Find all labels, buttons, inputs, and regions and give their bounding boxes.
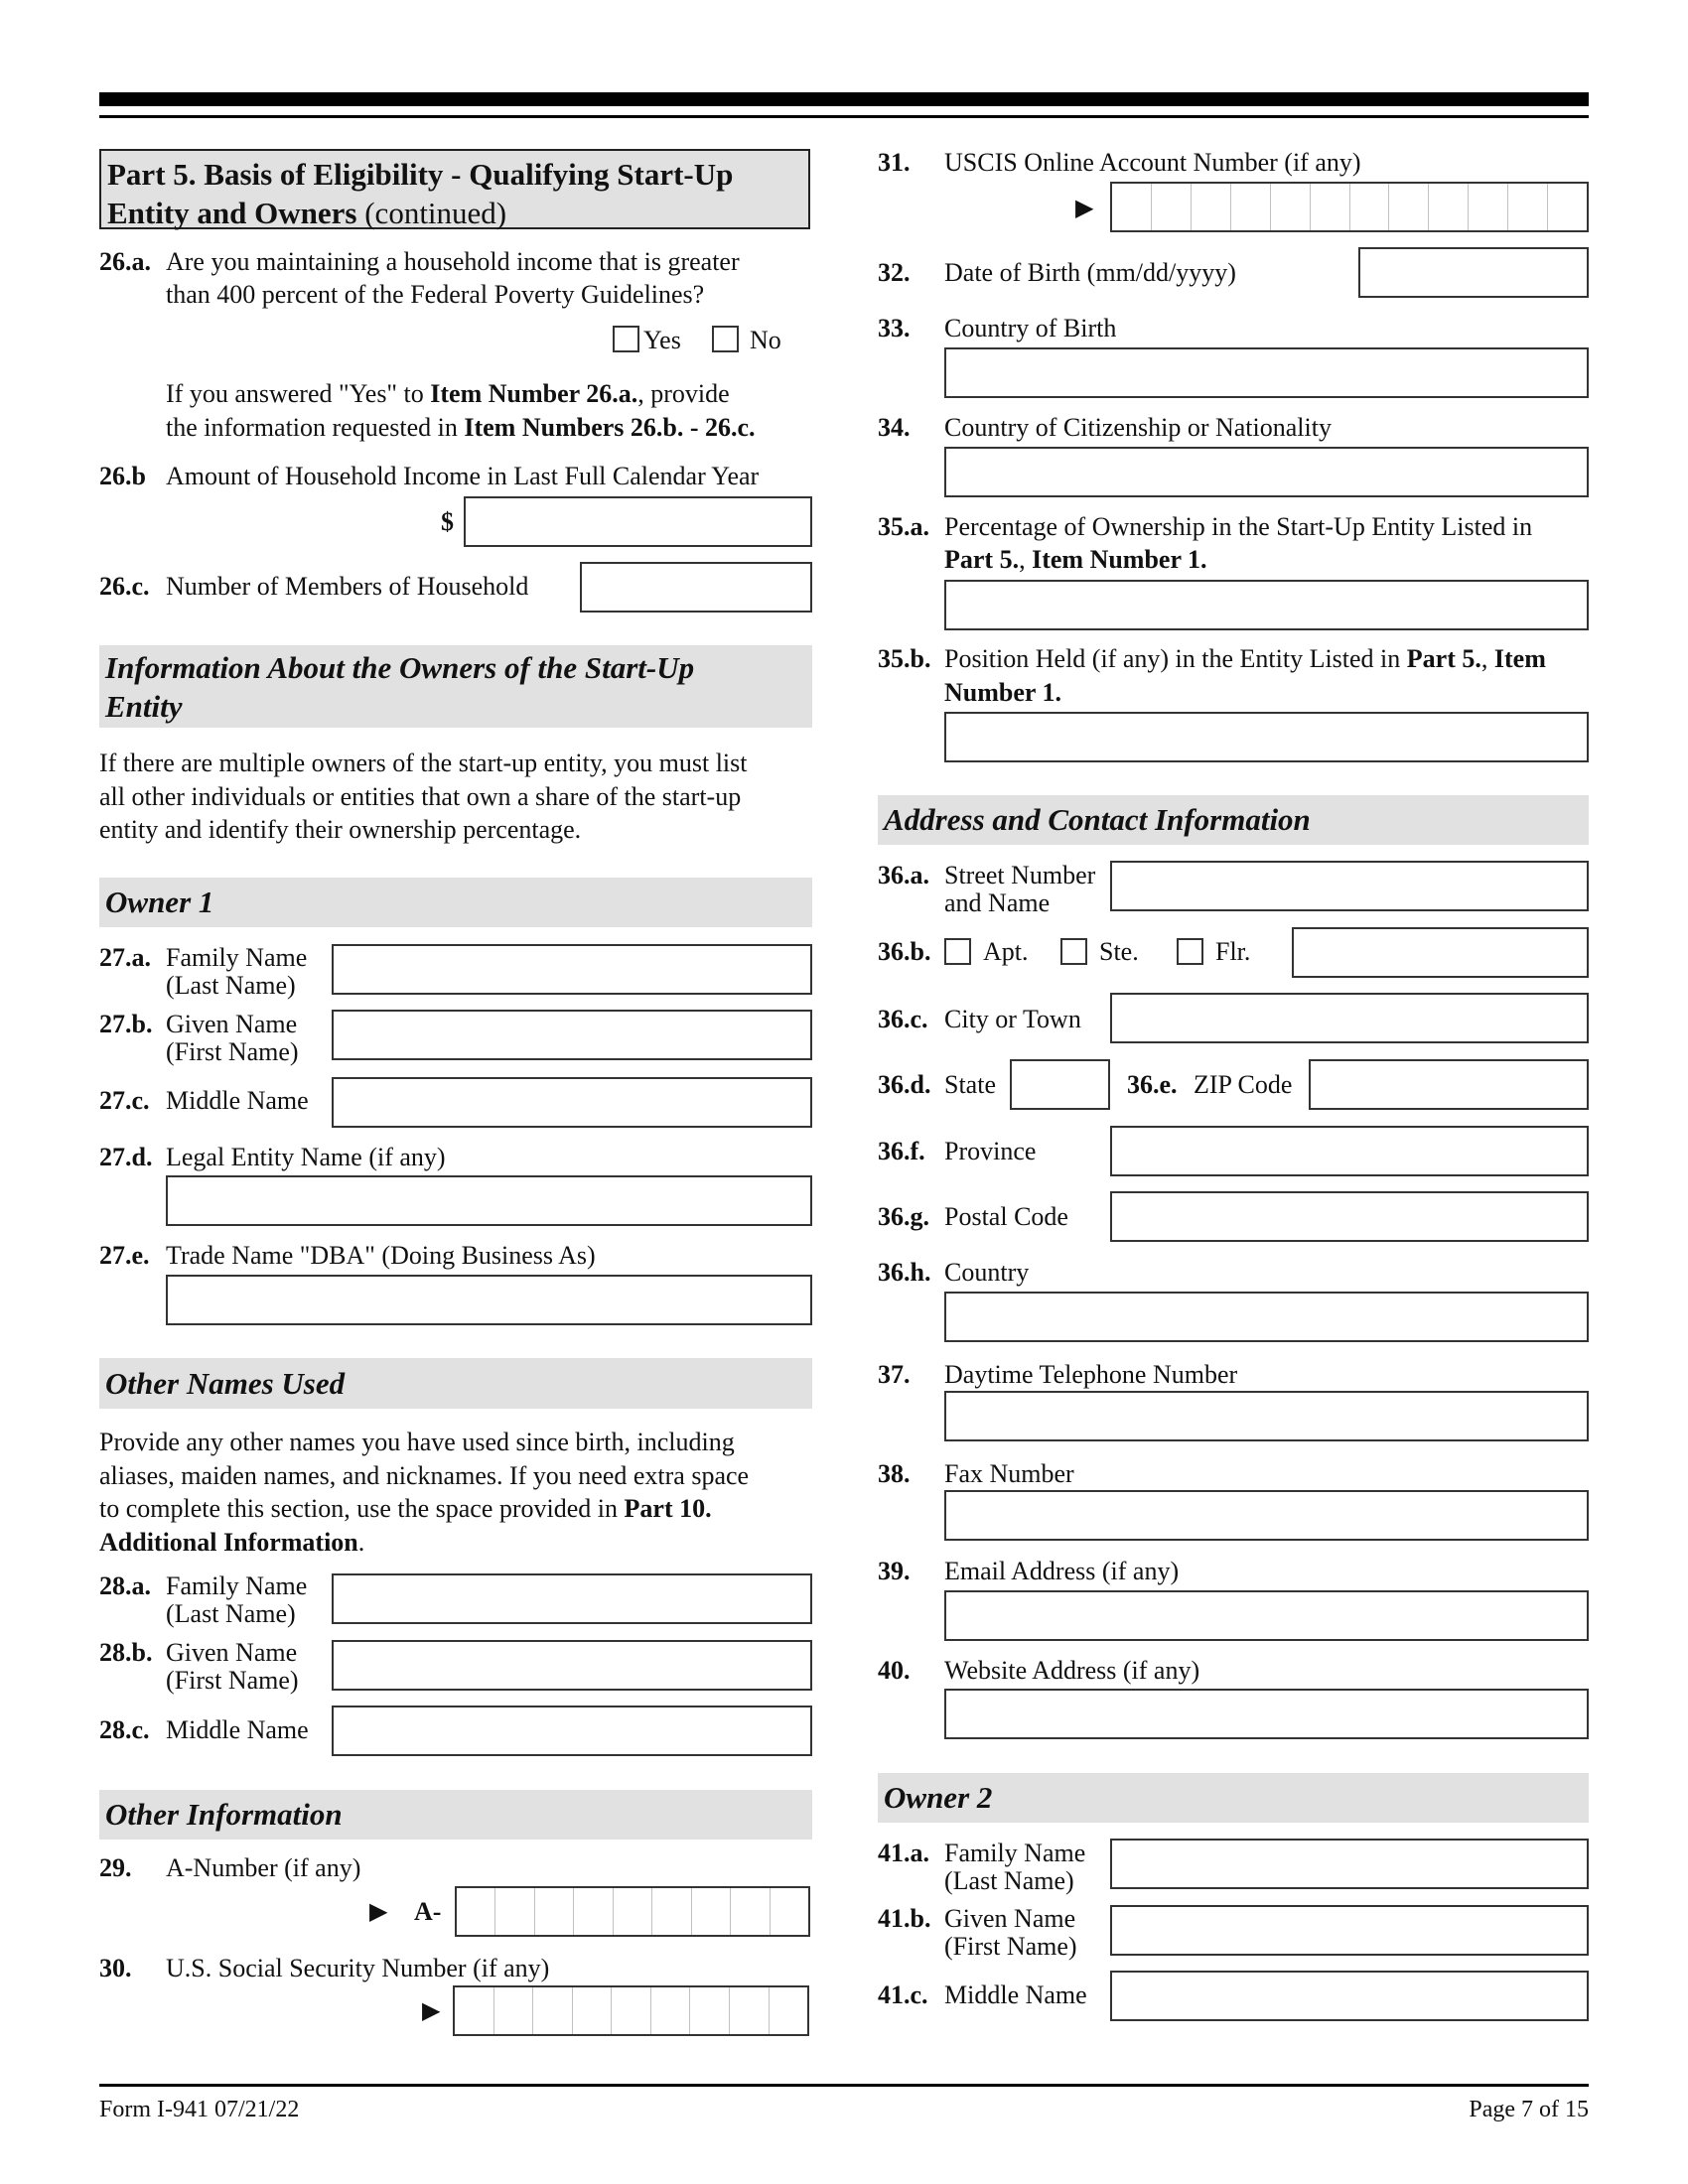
item-38-label: Fax Number: [944, 1459, 1074, 1488]
item-41b-sublabel: (First Name): [944, 1932, 1077, 1961]
item-26a-question-line1: Are you maintaining a household income that is greater: [166, 247, 740, 276]
item-40-label: Website Address (if any): [944, 1656, 1200, 1685]
item-36a-sublabel: and Name: [944, 888, 1051, 917]
item-36a-number: 36.a.: [878, 861, 929, 889]
postal-code-input[interactable]: [1110, 1191, 1589, 1242]
item-30-number: 30.: [99, 1954, 132, 1982]
other-names-section-header: Other Names Used: [99, 1358, 812, 1409]
item-40-number: 40.: [878, 1656, 911, 1685]
country-input[interactable]: [944, 1292, 1589, 1342]
header-thin-rule: [99, 115, 1589, 118]
item-36h-number: 36.h.: [878, 1258, 931, 1287]
item-36d-label: State: [944, 1070, 996, 1099]
item-35a-label-line2: Part 5., Item Number 1.: [944, 545, 1207, 574]
other-info-section-header: Other Information: [99, 1790, 812, 1840]
item-36g-number: 36.g.: [878, 1202, 929, 1231]
part-title-line2: Entity and Owners: [107, 196, 357, 230]
owner2-middle-name-input[interactable]: [1110, 1971, 1589, 2021]
item-26c-label: Number of Members of Household: [166, 572, 529, 601]
item-33-number: 33.: [878, 314, 911, 342]
header-thick-rule: [99, 92, 1589, 106]
item-28c-label: Middle Name: [166, 1715, 309, 1744]
owner2-family-name-input[interactable]: [1110, 1839, 1589, 1889]
trade-name-dba-input[interactable]: [166, 1275, 812, 1325]
item-26c-number: 26.c.: [99, 572, 150, 601]
website-input[interactable]: [944, 1689, 1589, 1739]
no-label: No: [750, 326, 781, 354]
item-29-number: 29.: [99, 1853, 132, 1882]
item-34-label: Country of Citizenship or Nationality: [944, 413, 1332, 442]
flr-checkbox[interactable]: [1177, 938, 1203, 965]
other-family-name-input[interactable]: [332, 1573, 812, 1624]
other-names-paragraph: Provide any other names you have used since birth, including aliases, maiden names, and nicknames. If you need extra space to complete this section, use the space provided in Part 10. Additional Information.: [99, 1428, 750, 1557]
item-31-label: USCIS Online Account Number (if any): [944, 148, 1361, 177]
item-27b-number: 27.b.: [99, 1010, 153, 1038]
item-31-number: 31.: [878, 148, 911, 177]
household-members-input[interactable]: [580, 562, 812, 613]
arrow-icon: ▶: [422, 1998, 441, 2024]
item-27b-label: Given Name: [166, 1010, 298, 1038]
flr-label: Flr.: [1215, 937, 1251, 966]
country-of-birth-input[interactable]: [944, 347, 1589, 398]
part-5-header: [99, 149, 810, 229]
item-27b-sublabel: (First Name): [166, 1037, 299, 1066]
item-36h-label: Country: [944, 1258, 1030, 1287]
dollar-sign: $: [441, 507, 454, 536]
position-held-input[interactable]: [944, 712, 1589, 762]
item-27c-label: Middle Name: [166, 1086, 309, 1115]
a-number-prefix: A-: [414, 1897, 442, 1926]
owner-1-section-header: Owner 1: [99, 878, 812, 927]
owner-2-section-header: Owner 2: [878, 1773, 1589, 1823]
address-section-header: Address and Contact Information: [878, 795, 1589, 845]
household-income-input[interactable]: [464, 496, 812, 547]
state-input[interactable]: [1010, 1059, 1110, 1110]
item-41c-label: Middle Name: [944, 1980, 1087, 2009]
legal-entity-name-input[interactable]: [166, 1175, 812, 1226]
item-35a-label: Percentage of Ownership in the Start-Up Entity Listed in: [944, 512, 1533, 541]
item-32-label: Date of Birth (mm/dd/yyyy): [944, 258, 1236, 287]
item-26b-number: 26.b: [99, 462, 146, 490]
yes-checkbox[interactable]: [613, 326, 639, 352]
arrow-icon: ▶: [1075, 196, 1094, 221]
item-28a-sublabel: (Last Name): [166, 1599, 296, 1628]
owner1-middle-name-input[interactable]: [332, 1077, 812, 1128]
item-36g-label: Postal Code: [944, 1202, 1068, 1231]
footer-rule: [99, 2084, 1589, 2087]
item-27d-label: Legal Entity Name (if any): [166, 1143, 446, 1171]
item-30-label: U.S. Social Security Number (if any): [166, 1954, 550, 1982]
part-title-suffix: (continued): [356, 196, 507, 230]
item-28b-label: Given Name: [166, 1638, 298, 1667]
item-28b-sublabel: (First Name): [166, 1666, 299, 1695]
item-36e-label: ZIP Code: [1194, 1070, 1293, 1099]
item-36c-number: 36.c.: [878, 1005, 928, 1033]
owners-info-section-header: Information About the Owners of the Start-Up Entity: [99, 645, 812, 728]
no-checkbox[interactable]: [712, 326, 739, 352]
date-of-birth-input[interactable]: [1358, 247, 1589, 298]
province-input[interactable]: [1110, 1126, 1589, 1176]
other-middle-name-input[interactable]: [332, 1706, 812, 1756]
fax-number-input[interactable]: [944, 1490, 1589, 1541]
item-36b-number: 36.b.: [878, 937, 931, 966]
item-39-number: 39.: [878, 1557, 911, 1585]
street-input[interactable]: [1110, 861, 1589, 911]
item-27a-label: Family Name: [166, 943, 308, 972]
page-number: Page 7 of 15: [1469, 2097, 1589, 2122]
yes-label: Yes: [643, 326, 681, 354]
zip-code-input[interactable]: [1309, 1059, 1589, 1110]
item-36f-label: Province: [944, 1137, 1037, 1165]
item-41c-number: 41.c.: [878, 1980, 928, 2009]
item-28c-number: 28.c.: [99, 1715, 150, 1744]
item-37-number: 37.: [878, 1360, 911, 1389]
owners-info-paragraph: If there are multiple owners of the start-up entity, you must list all other individuals or entities that own a share of the start-up entity and identify their ownership percentage.: [99, 749, 748, 844]
item-36c-label: City or Town: [944, 1005, 1081, 1033]
part-title-line1: Part 5. Basis of Eligibility - Qualifying Start-Up: [107, 157, 734, 192]
item-36f-number: 36.f.: [878, 1137, 925, 1165]
item-26a-number: 26.a.: [99, 247, 151, 276]
item-41a-number: 41.a.: [878, 1839, 929, 1867]
item-38-number: 38.: [878, 1459, 911, 1488]
item-33-label: Country of Birth: [944, 314, 1117, 342]
ste-checkbox[interactable]: [1060, 938, 1087, 965]
item-36a-label: Street Number: [944, 861, 1096, 889]
ownership-percentage-input[interactable]: [944, 580, 1589, 630]
uscis-online-account-input[interactable]: [1110, 182, 1589, 232]
item-35b-label: Position Held (if any) in the Entity Listed in Part 5., Item: [944, 644, 1546, 673]
item-27a-number: 27.a.: [99, 943, 151, 972]
form-id: Form I-941 07/21/22: [99, 2097, 300, 2122]
item-27c-number: 27.c.: [99, 1086, 150, 1115]
item-28a-label: Family Name: [166, 1571, 308, 1600]
item-36e-number: 36.e.: [1127, 1070, 1178, 1099]
item-41b-number: 41.b.: [878, 1904, 931, 1933]
item-28a-number: 28.a.: [99, 1571, 151, 1600]
item-35b-label-line2: Number 1.: [944, 678, 1061, 707]
other-given-name-input[interactable]: [332, 1640, 812, 1691]
country-of-citizenship-input[interactable]: [944, 447, 1589, 497]
instruction-26: If you answered "Yes" to Item Number 26.a., provide the information requested in Item Numbers 26.b. - 26.c.: [166, 379, 756, 442]
item-35b-number: 35.b.: [878, 644, 931, 673]
item-27e-label: Trade Name "DBA" (Doing Business As): [166, 1241, 596, 1270]
ste-label: Ste.: [1099, 937, 1139, 966]
item-34-number: 34.: [878, 413, 911, 442]
item-41a-sublabel: (Last Name): [944, 1866, 1074, 1895]
owner2-given-name-input[interactable]: [1110, 1905, 1589, 1956]
item-27e-number: 27.e.: [99, 1241, 150, 1270]
item-41a-label: Family Name: [944, 1839, 1086, 1867]
item-32-number: 32.: [878, 258, 911, 287]
ssn-input[interactable]: [453, 1985, 809, 2036]
city-input[interactable]: [1110, 993, 1589, 1043]
item-41b-label: Given Name: [944, 1904, 1076, 1933]
item-36d-number: 36.d.: [878, 1070, 931, 1099]
item-37-label: Daytime Telephone Number: [944, 1360, 1238, 1389]
item-26a-question-line2: than 400 percent of the Federal Poverty Guidelines?: [166, 280, 705, 309]
item-28b-number: 28.b.: [99, 1638, 153, 1667]
email-input[interactable]: [944, 1590, 1589, 1641]
apt-checkbox[interactable]: [944, 938, 971, 965]
daytime-phone-input[interactable]: [944, 1391, 1589, 1441]
item-39-label: Email Address (if any): [944, 1557, 1180, 1585]
arrow-icon: ▶: [369, 1899, 388, 1925]
unit-number-input[interactable]: [1292, 927, 1589, 978]
item-35a-number: 35.a.: [878, 512, 929, 541]
owner1-family-name-input[interactable]: [332, 944, 812, 995]
item-29-label: A-Number (if any): [166, 1853, 361, 1882]
item-27d-number: 27.d.: [99, 1143, 153, 1171]
item-27a-sublabel: (Last Name): [166, 971, 296, 1000]
a-number-input[interactable]: [455, 1886, 810, 1937]
item-26b-label: Amount of Household Income in Last Full Calendar Year: [166, 462, 760, 490]
owner1-given-name-input[interactable]: [332, 1010, 812, 1060]
apt-label: Apt.: [983, 937, 1029, 966]
